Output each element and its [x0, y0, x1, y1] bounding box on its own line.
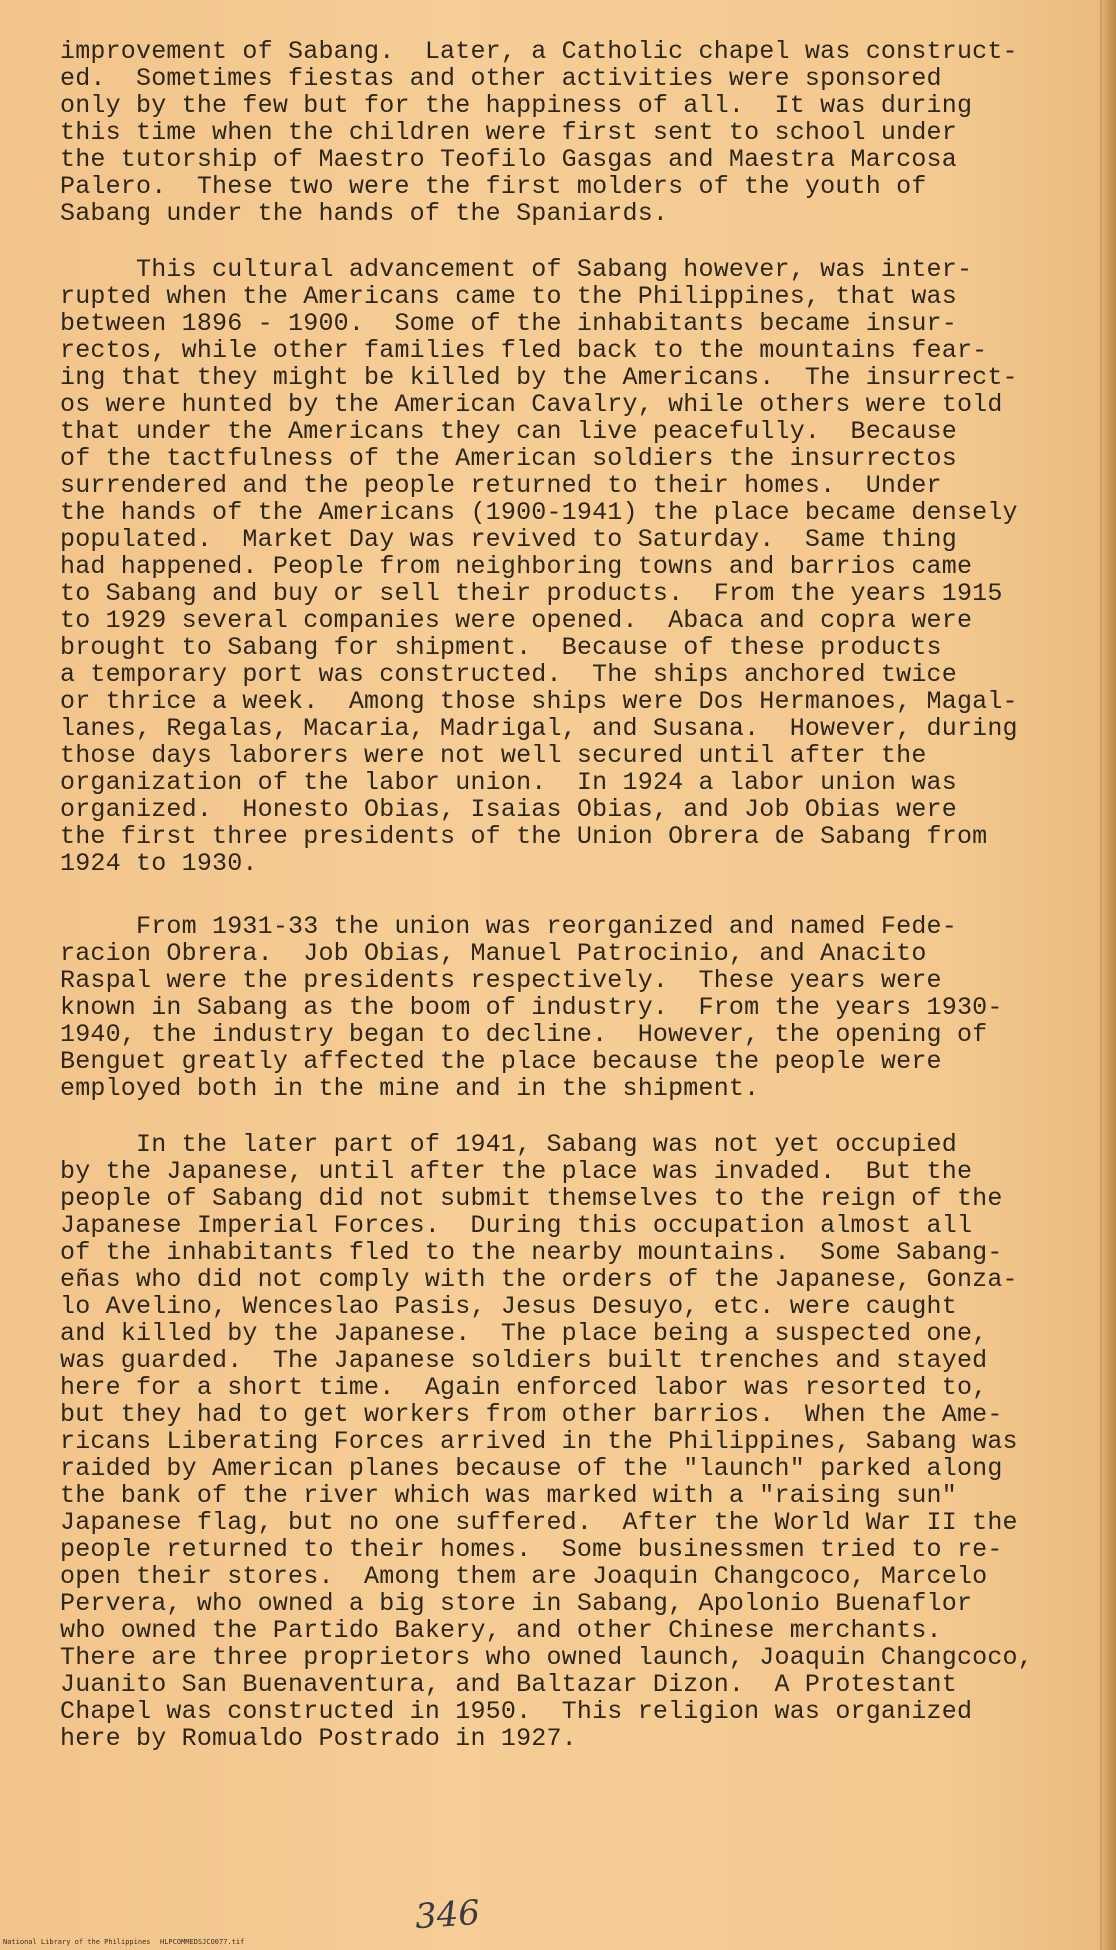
page-edge-shadow [1102, 0, 1116, 1950]
text-line: Japanese Imperial Forces. During this occupation almost all [60, 1211, 973, 1240]
text-line: brought to Sabang for shipment. Because of these products [60, 633, 942, 662]
text-line: From 1931-33 the union was reorganized and named Fede- [60, 912, 957, 941]
text-line: the first three presidents of the Union Obrera de Sabang from [60, 822, 988, 851]
text-line: employed both in the mine and in the shipment. [60, 1074, 760, 1103]
text-line: improvement of Sabang. Later, a Catholic chapel was construct- [60, 37, 1018, 66]
text-line: a temporary port was constructed. The ships anchored twice [60, 660, 957, 689]
text-line: of the inhabitants fled to the nearby mountains. Some Sabang- [60, 1238, 1003, 1267]
text-line: known in Sabang as the boom of industry. From the years 1930- [60, 993, 1003, 1022]
text-line: 1940, the industry began to decline. However, the opening of [60, 1020, 988, 1049]
text-line: raided by American planes because of the "launch" parked along [60, 1454, 1003, 1483]
text-line: lanes, Regalas, Macaria, Madrigal, and Susana. However, during [60, 714, 1018, 743]
text-line: here by Romualdo Postrado in 1927. [60, 1724, 577, 1753]
footer-file-label: HLPCOMMEDSJCO077.tif [160, 1938, 245, 1946]
text-line: Sabang under the hands of the Spaniards. [60, 199, 669, 228]
paragraph-2 [60, 256, 1100, 877]
text-line: There are three proprietors who owned launch, Joaquin Changcoco, [60, 1643, 1033, 1672]
text-line: open their stores. Among them are Joaquin Changcoco, Marcelo [60, 1562, 988, 1591]
text-line: had happened. People from neighboring towns and barrios came [60, 552, 973, 581]
text-line: os were hunted by the American Cavalry, while others were told [60, 390, 1003, 419]
text-line: or thrice a week. Among those ships were Dos Hermanoes, Magal- [60, 687, 1018, 716]
text-line: this time when the children were first sent to school under [60, 118, 957, 147]
text-line: here for a short time. Again enforced labor was resorted to, [60, 1373, 988, 1402]
text-line: surrendered and the people returned to their homes. Under [60, 471, 942, 500]
text-line: that under the Americans they can live peacefully. Because [60, 417, 957, 446]
text-line: between 1896 - 1900. Some of the inhabitants became insur- [60, 309, 957, 338]
text-line: Palero. These two were the first molders of the youth of [60, 172, 927, 201]
text-line: Japanese flag, but no one suffered. After the World War II the [60, 1508, 1018, 1537]
text-line: populated. Market Day was revived to Saturday. Same thing [60, 525, 957, 554]
paragraph-4 [60, 1131, 1100, 1752]
text-line: rupted when the Americans came to the Philippines, that was [60, 282, 957, 311]
text-line: eñas who did not comply with the orders of the Japanese, Gonza- [60, 1265, 1018, 1294]
text-line: people of Sabang did not submit themselves to the reign of the [60, 1184, 1003, 1213]
text-line: who owned the Partido Bakery, and other Chinese merchants. [60, 1616, 942, 1645]
text-line: ricans Liberating Forces arrived in the Philippines, Sabang was [60, 1427, 1018, 1456]
paragraph-1 [60, 38, 1100, 227]
text-line: ing that they might be killed by the Americans. The insurrect- [60, 363, 1018, 392]
text-line: to Sabang and buy or sell their products. From the years 1915 [60, 579, 1003, 608]
text-line: organization of the labor union. In 1924 a labor union was [60, 768, 957, 797]
page-number: 346 [413, 1892, 482, 1938]
text-line: by the Japanese, until after the place was invaded. But the [60, 1157, 973, 1186]
text-line: This cultural advancement of Sabang however, was inter- [60, 255, 973, 284]
footer-source-label: National Library of the Philippines [3, 1938, 151, 1946]
text-line: people returned to their homes. Some businessmen tried to re- [60, 1535, 1003, 1564]
text-line: racion Obrera. Job Obias, Manuel Patrocinio, and Anacito [60, 939, 927, 968]
text-line: Raspal were the presidents respectively. These years were [60, 966, 942, 995]
text-line: ed. Sometimes fiestas and other activities were sponsored [60, 64, 942, 93]
paragraph-3 [60, 913, 1100, 1102]
text-line: only by the few but for the happiness of all. It was during [60, 91, 973, 120]
text-line: was guarded. The Japanese soldiers built trenches and stayed [60, 1346, 988, 1375]
text-line: 1924 to 1930. [60, 849, 258, 878]
text-line: Pervera, who owned a big store in Sabang, Apolonio Buenaflor [60, 1589, 973, 1618]
text-line: but they had to get workers from other barrios. When the Ame- [60, 1400, 1003, 1429]
text-line: organized. Honesto Obias, Isaias Obias, and Job Obias were [60, 795, 957, 824]
text-line: of the tactfulness of the American soldiers the insurrectos [60, 444, 957, 473]
text-line: those days laborers were not well secured until after the [60, 741, 927, 770]
text-line: the hands of the Americans (1900-1941) the place became densely [60, 498, 1018, 527]
text-line: the bank of the river which was marked with a "raising sun" [60, 1481, 957, 1510]
text-line: lo Avelino, Wenceslao Pasis, Jesus Desuyo, etc. were caught [60, 1292, 957, 1321]
text-line: Benguet greatly affected the place because the people were [60, 1047, 942, 1076]
text-line: rectos, while other families fled back to the mountains fear- [60, 336, 988, 365]
text-line: In the later part of 1941, Sabang was not yet occupied [60, 1130, 957, 1159]
text-line: to 1929 several companies were opened. Abaca and copra were [60, 606, 973, 635]
text-line: and killed by the Japanese. The place being a suspected one, [60, 1319, 988, 1348]
text-line: the tutorship of Maestro Teofilo Gasgas and Maestra Marcosa [60, 145, 957, 174]
text-line: Chapel was constructed in 1950. This religion was organized [60, 1697, 973, 1726]
text-line: Juanito San Buenaventura, and Baltazar Dizon. A Protestant [60, 1670, 957, 1699]
